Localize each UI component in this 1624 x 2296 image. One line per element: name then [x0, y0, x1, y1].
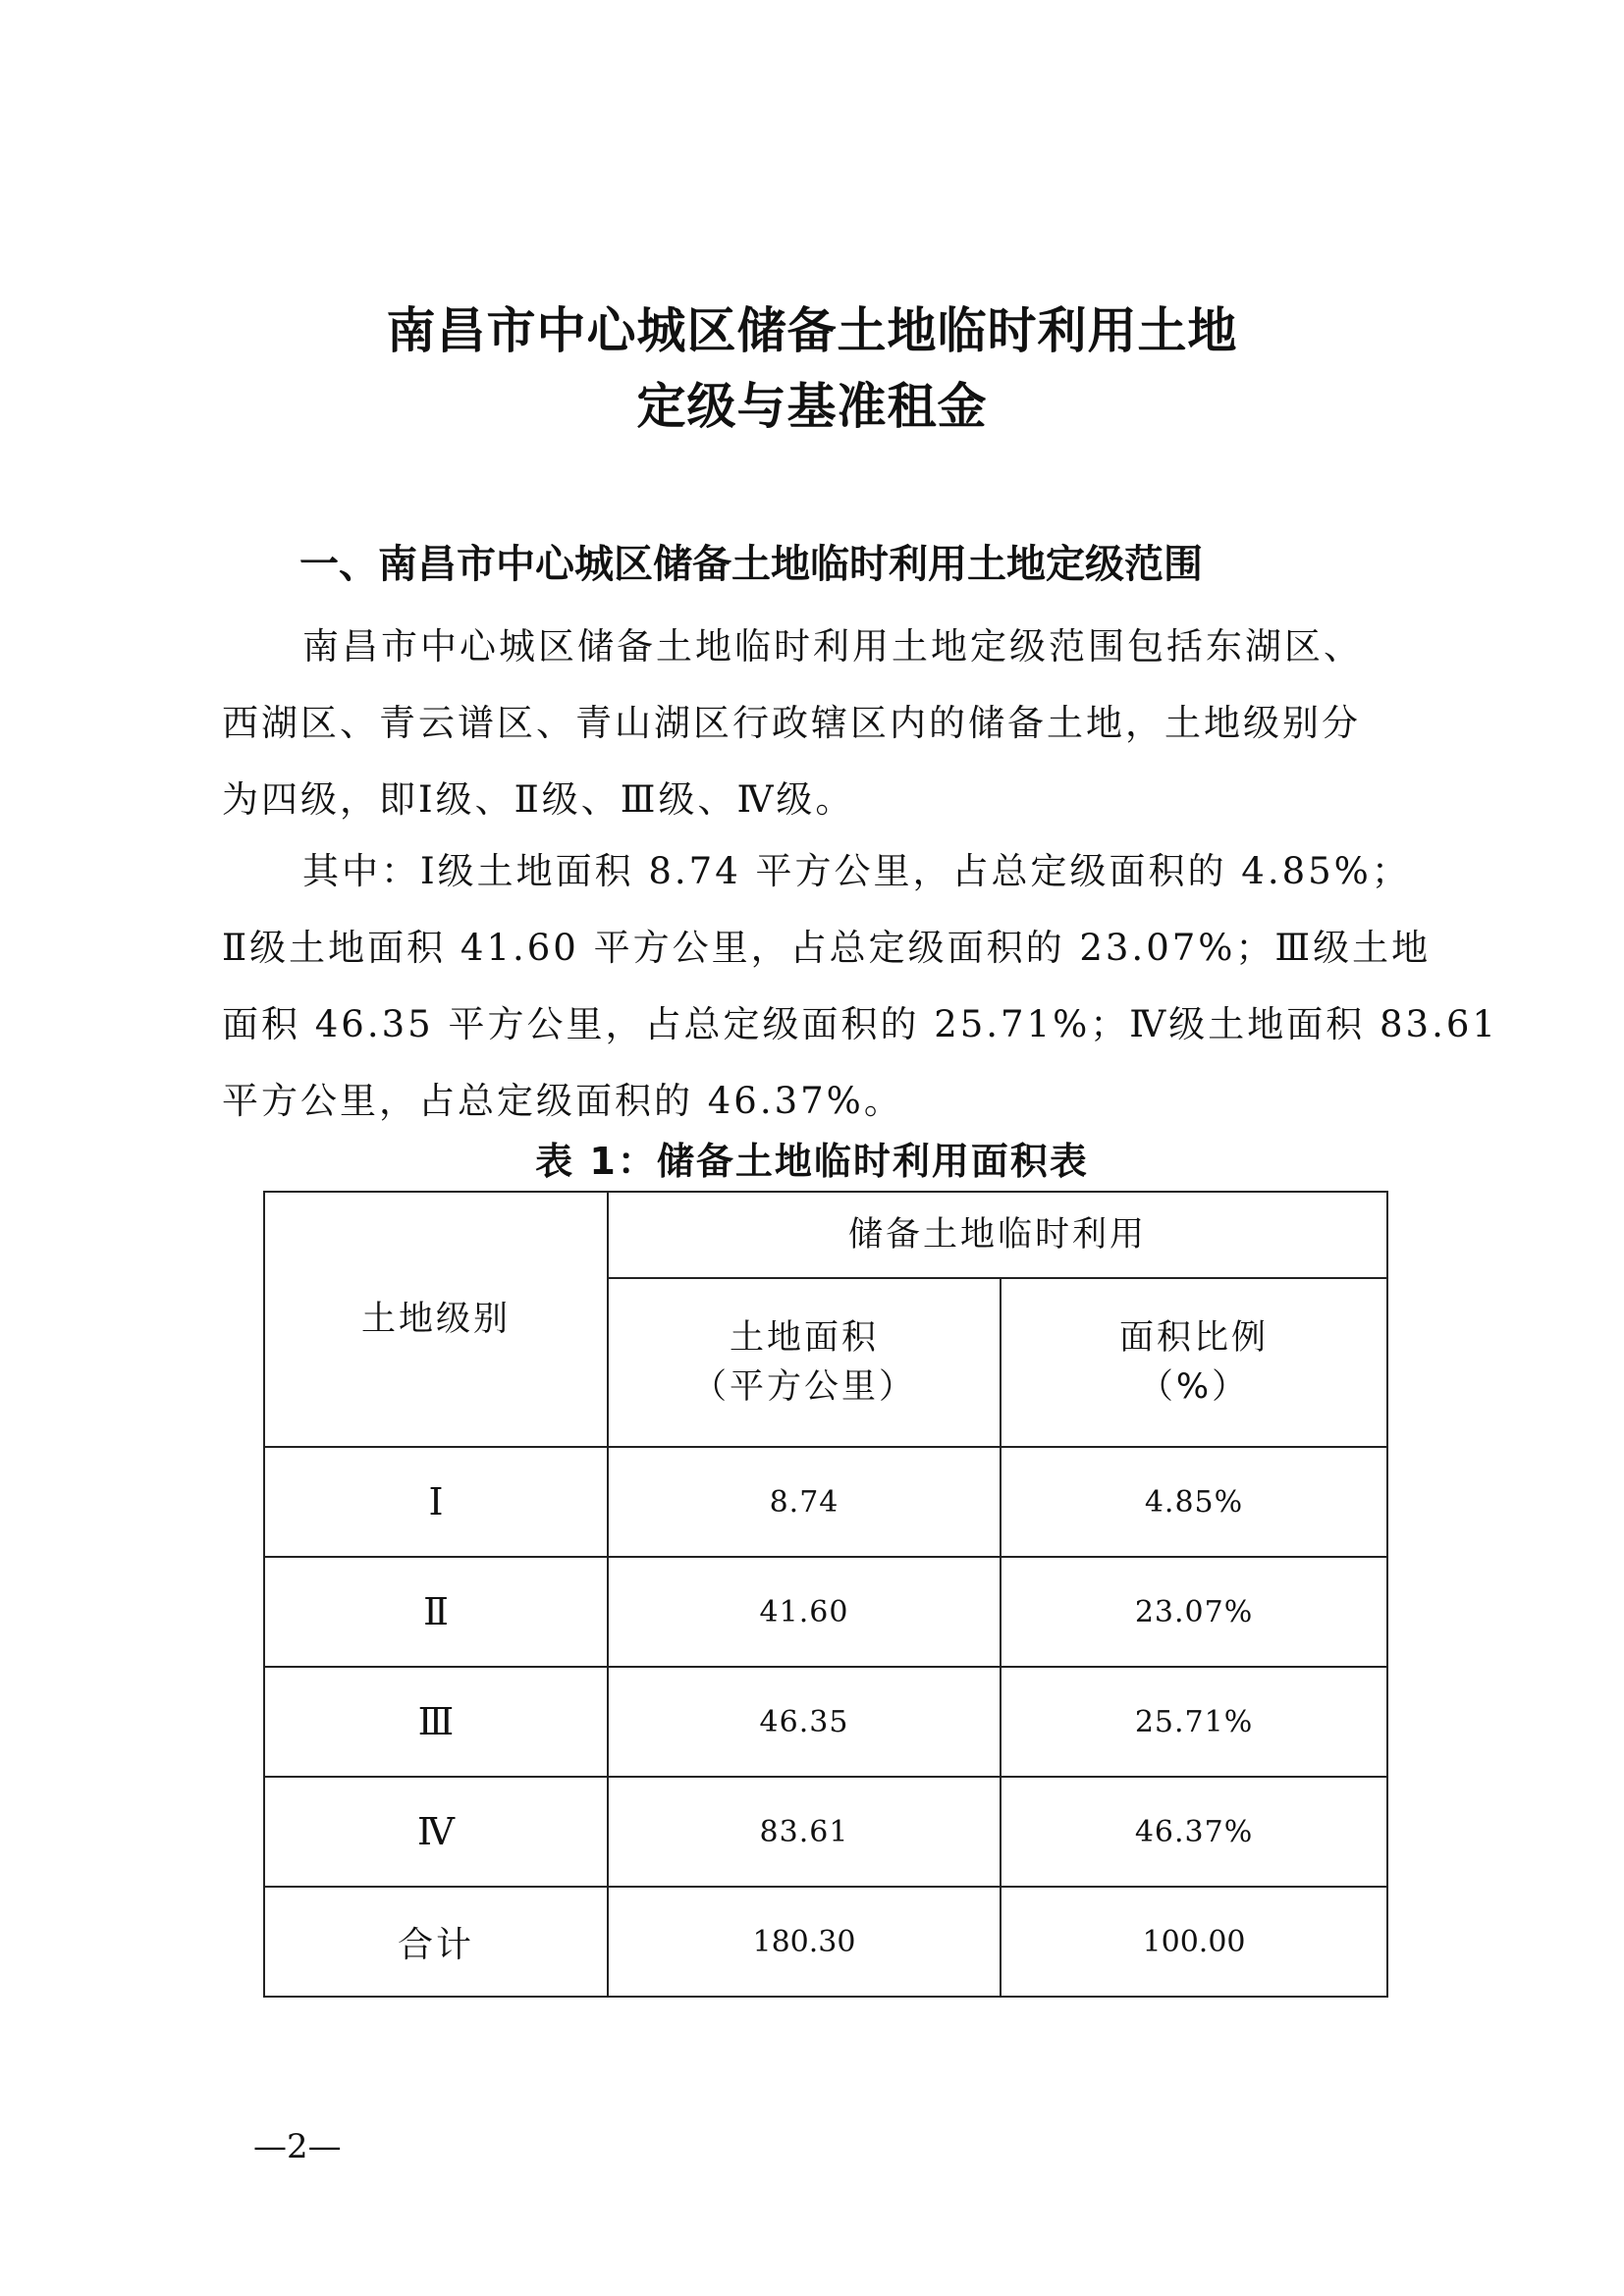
table-row	[264, 1557, 1387, 1667]
header-land-area	[608, 1278, 1001, 1447]
header-temporary-use: 储备土地临时利用	[608, 1192, 1387, 1278]
table-caption: 表 1：储备土地临时利用面积表	[535, 1140, 1089, 1183]
table-total-row	[264, 1887, 1387, 1997]
header-land-area-line1: 土地面积	[729, 1318, 879, 1358]
paragraph-areas	[222, 833, 1498, 1140]
document-title-line2: 定级与基准租金	[636, 377, 988, 435]
header-area-ratio-line1: 面积比例	[1119, 1318, 1270, 1358]
table-header-row	[264, 1192, 1387, 1278]
paragraph-line: 其中：Ⅰ级土地面积 8.74 平方公里，占总定级面积的 4.85%；	[302, 850, 1411, 892]
section1-heading: 一、南昌市中心城区储备土地临时利用土地定级范围	[299, 542, 1203, 587]
paragraph-line: 南昌市中心城区储备土地临时利用土地定级范围包括东湖区、	[302, 625, 1363, 667]
cell-grade: Ⅰ	[264, 1447, 608, 1557]
document-title-line1: 南昌市中心城区储备土地临时利用土地	[386, 301, 1238, 359]
table-row	[264, 1447, 1387, 1557]
cell-grade: Ⅲ	[264, 1667, 608, 1777]
cell-total-label: 合计	[264, 1887, 608, 1997]
cell-total-area: 180.30	[608, 1887, 1001, 1997]
header-land-grade: 土地级别	[264, 1192, 608, 1447]
area-table	[263, 1191, 1388, 1998]
page-number: —2—	[253, 2127, 342, 2166]
paragraph-line: 西湖区、青云谱区、青山湖区行政辖区内的储备土地，土地级别分	[222, 702, 1361, 744]
paragraph-line: 平方公里，占总定级面积的 46.37%。	[222, 1080, 903, 1122]
header-area-ratio-line2: （%）	[1138, 1367, 1250, 1407]
table-row	[264, 1777, 1387, 1887]
cell-grade: Ⅳ	[264, 1777, 608, 1887]
cell-ratio: 46.37%	[1001, 1777, 1387, 1887]
cell-grade: Ⅱ	[264, 1557, 608, 1667]
cell-ratio: 4.85%	[1001, 1447, 1387, 1557]
paragraph-line: 面积 46.35 平方公里，占总定级面积的 25.71%；Ⅳ级土地面积 83.61	[222, 1003, 1498, 1045]
cell-ratio: 23.07%	[1001, 1557, 1387, 1667]
header-land-area-line2: （平方公里）	[691, 1367, 916, 1407]
table-row	[264, 1667, 1387, 1777]
cell-total-ratio: 100.00	[1001, 1887, 1387, 1997]
paragraph-line: 为四级，即Ⅰ级、Ⅱ级、Ⅲ级、Ⅳ级。	[222, 778, 855, 821]
cell-area: 8.74	[608, 1447, 1001, 1557]
cell-ratio: 25.71%	[1001, 1667, 1387, 1777]
paragraph-line: Ⅱ级土地面积 41.60 平方公里，占总定级面积的 23.07%；Ⅲ级土地	[222, 927, 1432, 969]
header-area-ratio	[1001, 1278, 1387, 1447]
cell-area: 83.61	[608, 1777, 1001, 1887]
cell-area: 41.60	[608, 1557, 1001, 1667]
paragraph-scope	[222, 609, 1439, 838]
cell-area: 46.35	[608, 1667, 1001, 1777]
